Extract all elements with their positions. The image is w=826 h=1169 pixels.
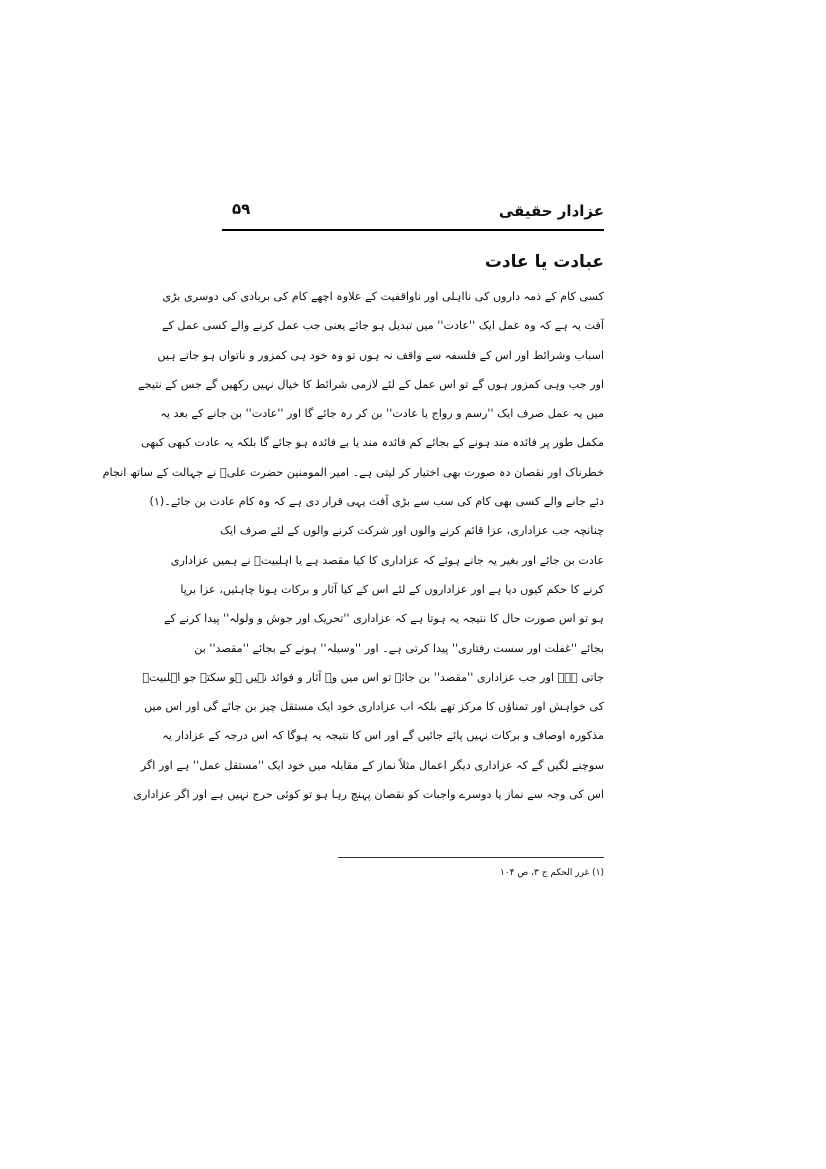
text-line: مکمل طور پر فائدہ مند ہونے کے بجائے کم فائدہ مند یا بے فائدہ ہو جائے گا بلکہ یہ عادت کبھی کبھی bbox=[140, 436, 604, 450]
header-rule bbox=[222, 229, 604, 231]
text-line: میں یہ عمل صرف ایک ''رسم و رواج یا عادت'' بن کر رہ جائے گا اور ''عادت'' بن جانے کے بعد یہ bbox=[160, 407, 604, 421]
page-header bbox=[222, 196, 604, 226]
running-title: عزادار حقیقی bbox=[498, 202, 604, 220]
text-line: ہو تو اس صورت حال کا نتیجہ یہ ہوتا ہے کہ عزاداری ''تحریک اور جوش و ولولہ'' پیدا کرنے کے bbox=[163, 612, 604, 626]
page-number: ۵۹ bbox=[232, 200, 251, 218]
text-line: اس کی وجہ سے نماز یا دوسرے واجبات کو نقصان پہنچ رہا ہو تو کوئی حرج نہیں ہے اور اگر عزاداری bbox=[133, 788, 604, 802]
text-line: اور جب وہی کمزور ہوں گے تو اس عمل کے لئے لازمی شرائط کا خیال نہیں رکھیں گے جس کے نتیجے bbox=[138, 377, 604, 391]
footnote-rule bbox=[338, 857, 604, 858]
text-line: خطرناک اور نقصان دہ صورت بھی اختیار کر لیتی ہے۔ امیر المومنین حضرت علیؑ نے جہالت کے ساتھ انجام bbox=[102, 465, 604, 479]
text-line: چنانچہ جب عزاداری، عزا قائم کرنے والوں اور شرکت کرنے والوں کے لئے صرف ایک bbox=[219, 524, 604, 538]
text-line: آفت یہ ہے کہ وہ عمل ایک ''عادت'' میں تبدیل ہو جائے یعنی جب عمل کرنے والے کسی عمل کے bbox=[161, 319, 604, 333]
footnote: (۱) غرر الحکم ج ۳، ص ۱۰۴ bbox=[499, 868, 604, 878]
text-line: سوچنے لگیں گے کہ عزاداری دیگر اعمال مثلاً نماز کے مقابلہ میں خود ایک ''مستقل عمل'' ہے اور اگر bbox=[140, 758, 604, 772]
body-text bbox=[102, 282, 604, 809]
text-line: کسی کام کے ذمہ داروں کی نااہلی اور ناواقفیت کے علاوہ اچھے کام کی بربادی کی دوسری بڑی bbox=[162, 290, 604, 303]
text-line: مذکورہ اوصاف و برکات نہیں پائے جائیں گے اور اس کا نتیجہ یہ ہوگا کہ اس درجہ کے عزادار یہ bbox=[162, 729, 604, 743]
text-line: جاتی ہے۔ اور جب عزاداری ''مقصد'' بن جائے تو اس میں وہ آثار و فوائد نہیں ہو سکتے جو اہلبیتؑ bbox=[142, 670, 604, 684]
text-line: عادت بن جائے اور بغیر یہ جانے ہوئے کہ عزاداری کا کیا مقصد ہے یا اہلبیتؑ نے ہمیں عزاداری bbox=[170, 553, 604, 567]
text-line: بجائے ''غفلت اور سست رفتاری'' پیدا کرتی ہے۔ اور ''وسیلہ'' ہونے کے بجائے ''مقصد'' بن bbox=[194, 641, 604, 655]
text-line: اسباب وشرائط اور اس کے فلسفہ سے واقف نہ ہوں تو وہ خود ہی کمزور و ناتواں ہو جاتے ہیں bbox=[157, 348, 604, 362]
section-title: عبادت یا عادت bbox=[484, 252, 604, 272]
text-line: دئے جانے والے کسی بھی کام کی سب سے بڑی آفت یہی قرار دی ہے کہ وہ کام عادت بن جائے۔(۱) bbox=[149, 495, 604, 509]
text-line: کی خواہش اور تمناؤں کا مرکز تھے بلکہ اب عزاداری خود ایک مستقل چیز بن جائے گی اور اس میں bbox=[143, 700, 604, 714]
text-line: کرنے کا حکم کیوں دیا ہے اور عزاداروں کے لئے اس کے کیا آثار و برکات ہونا چاہئیں، عزا برپا bbox=[180, 582, 604, 596]
